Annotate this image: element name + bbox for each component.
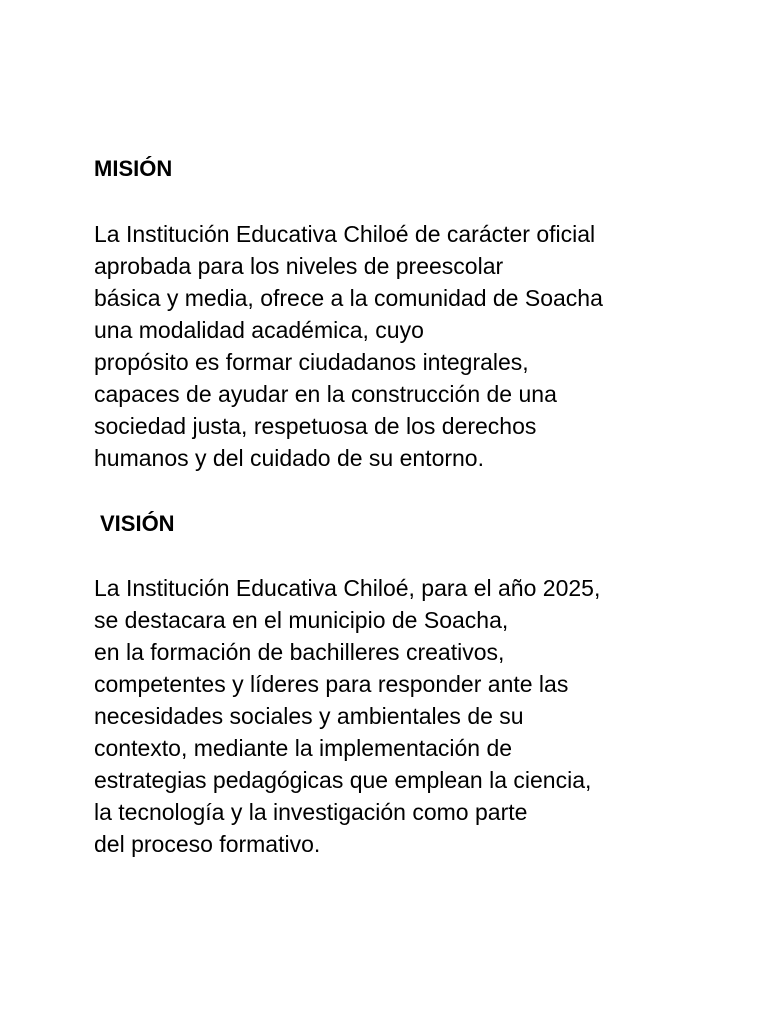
mision-line: aprobada para los niveles de preescolar xyxy=(94,253,504,279)
mision-paragraph xyxy=(94,218,603,474)
mision-line: capaces de ayudar en la construcción de una xyxy=(94,381,557,407)
mision-line: una modalidad académica, cuyo xyxy=(94,317,424,343)
vision-line: del proceso formativo. xyxy=(94,831,321,857)
vision-line: la tecnología y la investigación como parte xyxy=(94,799,528,825)
mision-heading: MISIÓN xyxy=(94,156,173,181)
vision-line: estrategias pedagógicas que emplean la ciencia, xyxy=(94,767,592,793)
vision-line: en la formación de bachilleres creativos, xyxy=(94,639,505,665)
vision-line: contexto, mediante la implementación de xyxy=(94,735,513,761)
vision-paragraph xyxy=(94,572,600,860)
vision-heading: VISIÓN xyxy=(100,511,175,536)
mision-line: propósito es formar ciudadanos integrales, xyxy=(94,349,529,375)
mision-line: humanos y del cuidado de su entorno. xyxy=(94,445,484,471)
mision-line: básica y media, ofrece a la comunidad de Soacha xyxy=(94,285,603,311)
vision-line: competentes y líderes para responder ante las xyxy=(94,671,569,697)
mision-line: La Institución Educativa Chiloé de carácter oficial xyxy=(94,221,596,247)
vision-line: se destacara en el municipio de Soacha, xyxy=(94,607,509,633)
vision-line: La Institución Educativa Chiloé, para el año 2025, xyxy=(94,575,601,601)
mision-line: sociedad justa, respetuosa de los derechos xyxy=(94,413,537,439)
vision-line: necesidades sociales y ambientales de su xyxy=(94,703,524,729)
